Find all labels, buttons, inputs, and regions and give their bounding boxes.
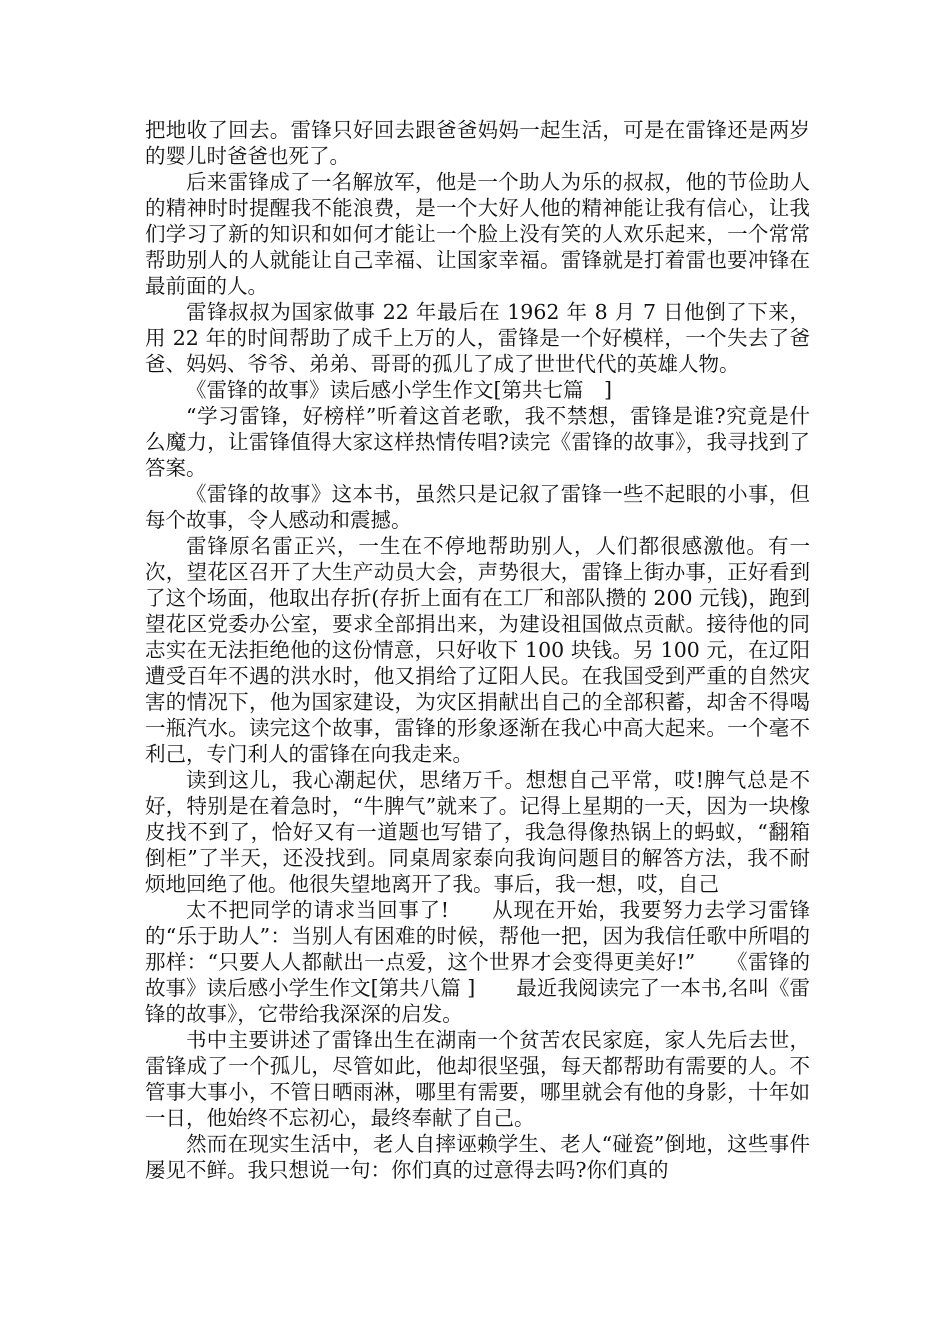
paragraph: “学习雷锋，好榜样”听着这首老歌，我不禁想，雷锋是谁?究竟是什么魔力，让雷锋值得大家这样热情传唱?读完《雷锋的故事》，我寻找到了答案。 xyxy=(145,404,810,480)
paragraph: 书中主要讲述了雷锋出生在湖南一个贫苦农民家庭，家人先后去世，雷锋成了一个孤儿，尽管如此，他却很坚强，每天都帮助有需要的人。不管事大事小，不管日晒雨淋，哪里有需要，哪里就会有他的身影，十年如一日，他始终不忘初心，最终奉献了自己。 xyxy=(145,1028,810,1130)
paragraph: 后来雷锋成了一名解放军，他是一个助人为乐的叔叔，他的节俭助人的精神时时提醒我不能浪费，是一个大好人他的精神能让我有信心，让我们学习了新的知识和如何才能让一个脸上没有笑的人欢乐起来，一个常常帮助别人的人就能让自己幸福、让国家幸福。雷锋就是打着雷也要冲锋在最前面的人。 xyxy=(145,170,810,298)
section-heading: 《雷锋的故事》读后感小学生作文[第共七篇 ] xyxy=(186,378,612,402)
paragraph: 雷锋叔叔为国家做事 22 年最后在 1962 年 8 月 7 日他倒了下来，用 22 年的时间帮助了成千上万的人，雷锋是一个好模样，一个失去了爸爸、妈妈、爷爷、弟弟、哥哥的孤儿了成了世世代代的英雄人物。 xyxy=(145,300,810,376)
paragraph: 然而在现实生活中，老人自摔诬赖学生、老人“碰瓷”倒地，这些事件屡见不鲜。我只想说一句：你们真的过意得去吗?你们真的 xyxy=(145,1132,810,1182)
paragraph: 太不把同学的请求当回事了! 从现在开始，我要努力去学习雷锋的“乐于助人”：当别人有困难的时候，帮他一把，因为我信任歌中所唱的那样：“只要人人都献出一点爱，这个世界才会变得更美好!” 《雷锋的故事》读后感小学生作文[第共八篇 ] 最近我阅读完了一本书,名叫《雷锋的故事》，它带给我深深的启发。 xyxy=(145,898,810,1026)
paragraph: 把地收了回去。雷锋只好回去跟爸爸妈妈一起生活，可是在雷锋还是两岁的婴儿时爸爸也死了。 xyxy=(145,118,810,168)
paragraph: 《雷锋的故事》这本书，虽然只是记叙了雷锋一些不起眼的小事，但每个故事，令人感动和震撼。 xyxy=(145,482,810,532)
paragraph: 读到这儿，我心潮起伏，思绪万千。想想自己平常，哎!脾气总是不好，特别是在着急时，“牛脾气”就来了。记得上星期的一天，因为一块橡皮找不到了，恰好又有一道题也写错了，我急得像热锅上的蚂蚁，“翻箱倒柜”了半天，还没找到。同桌周家泰向我询问题目的解答方法，我不耐烦地回绝了他。他很失望地离开了我。事后，我一想，哎，自己 xyxy=(145,768,810,896)
paragraph: 雷锋原名雷正兴，一生在不停地帮助别人，人们都很感激他。有一次，望花区召开了大生产动员大会，声势很大，雷锋上街办事，正好看到了这个场面，他取出存折(存折上面有在工厂和部队攒的 200 元钱)，跑到望花区党委办公室，要求全部捐出来，为建设祖国做点贡献。接待他的同志实在无法拒绝他的这份情意，只好收下 100 块钱。另 100 元，在辽阳遭受百年不遇的洪水时，他又捐给了辽阳人民。在我国受到严重的自然灾害的情况下，他为国家建设，为灾区捐献出自己的全部积蓄，却舍不得喝一瓶汽水。读完这个故事，雷锋的形象逐渐在我心中高大起来。一个毫不利己，专门利人的雷锋在向我走来。 xyxy=(145,534,810,766)
document-body xyxy=(145,117,810,1183)
